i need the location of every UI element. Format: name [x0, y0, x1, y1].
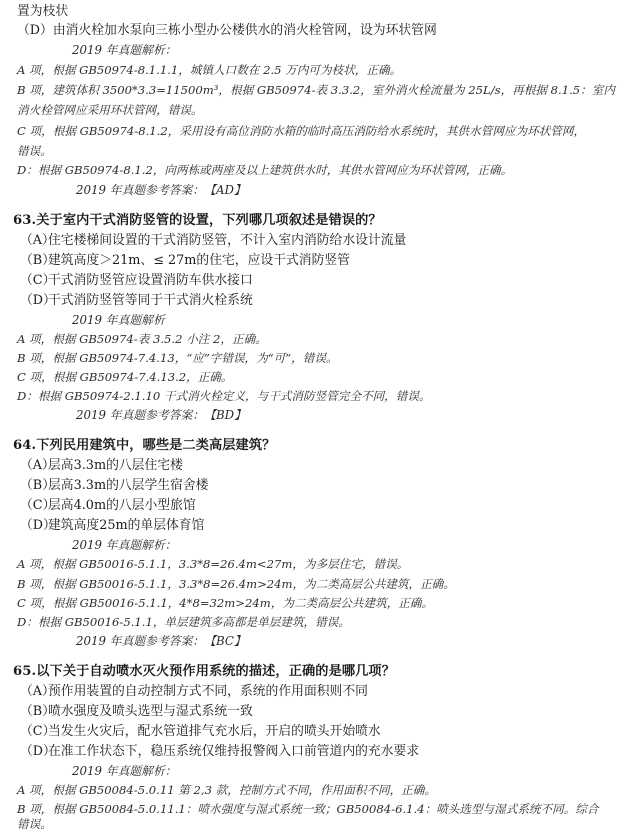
explanation-line: C 项，根据 GB50016-5.1.1，4*8=32m>24m，为二类高层公共建筑，正确。: [17, 596, 434, 610]
option-tag: （A）: [20, 233, 55, 248]
explanation-line: D：根据 GB50974-2.1.10 干式消火栓定义，与干式消防竖管完全不同，错误。: [17, 389, 431, 403]
option-d: [20, 742, 617, 762]
option-text: 层高3.3m的八层学生宿舍楼: [48, 478, 209, 493]
option-b: [20, 702, 617, 722]
option-text: 预作用装置的自动控制方式不同，系统的作用面积则不同: [48, 684, 368, 699]
analysis-header: 2019 年真题解析: [72, 313, 165, 327]
option-c: [20, 722, 617, 742]
explanation-line: A 项，根据 GB50016-5.1.1，3.3*8=26.4m<27m，为多层住宅，错误。: [17, 557, 409, 571]
question-title: 65.以下关于自动喷水灭火预作用系统的描述，正确的是哪几项？: [13, 664, 396, 679]
analysis-header: 2019 年真题解析：: [72, 43, 177, 57]
option-text: 建筑高度＞21m、≤ 27m的住宅，应设干式消防竖管: [48, 253, 350, 268]
answer-line: 2019 年真题参考答案：【BD】: [76, 408, 246, 422]
explanation-line: D：根据 GB50974-8.1.2，向两栋或两座及以上建筑供水时，其供水管网应为环状管网，正确。: [17, 163, 513, 177]
option-b: [20, 251, 617, 271]
option-text: 喷水强度及喷头选型与湿式系统一致: [48, 704, 253, 719]
question-title: 64.下列民用建筑中，哪些是二类高层建筑？: [13, 438, 276, 453]
explanation-line: A 项，根据 GB50084-5.0.11 第 2,3 款，控制方式不同，作用面积不同，正确。: [17, 783, 436, 797]
explanation-line: B 项，根据 GB50016-5.1.1，3.3*8=26.4m>24m，为二类高层公共建筑，正确。: [17, 577, 455, 591]
explanation-line: C 项，根据 GB50974-8.1.2，采用设有高位消防水箱的临时高压消防给水系统时，其供水管网应为环状管网，: [17, 124, 586, 138]
option-tag: （A）: [20, 684, 55, 699]
explanation-line: 消火栓管网应采用环状管网，错误。: [17, 103, 203, 117]
analysis-header: 2019 年真题解析：: [72, 538, 177, 552]
question-fragment: 置为枝状: [17, 4, 69, 19]
analysis-header: 2019 年真题解析：: [72, 764, 177, 778]
option-text: 当发生火灾后，配水管道排气充水后，开启的喷头开始喷水: [48, 724, 381, 739]
option-a: [20, 231, 617, 251]
option-text: 住宅楼梯间设置的干式消防竖管，不计入室内消防给水设计流量: [48, 233, 407, 248]
explanation-line: B 项，根据 GB50084-5.0.11.1：喷水强度与湿式系统一致；GB50084-6.1.4：喷头选型与湿式系统不同。综合: [17, 802, 599, 816]
explanation-line: C 项，根据 GB50974-7.4.13.2，正确。: [17, 370, 233, 384]
option-d: （D）由消火栓加水泵向三栋小型办公楼供水的消火栓管网，设为环状管网: [17, 23, 437, 38]
option-tag: （C）: [20, 724, 56, 739]
option-tag: （B）: [20, 253, 55, 268]
option-text: 在准工作状态下，稳压系统仅维持报警阀入口前管道内的充水要求: [48, 744, 420, 759]
option-c: [20, 496, 617, 516]
option-tag: （C）: [20, 273, 56, 288]
option-tag: （D）: [20, 744, 56, 759]
answer-line: 2019 年真题参考答案：【AD】: [76, 183, 246, 197]
option-c: [20, 271, 617, 291]
option-text: 干式消防竖管等同于干式消火栓系统: [48, 293, 253, 308]
option-a: [20, 456, 617, 476]
option-b: [20, 476, 617, 496]
option-tag: （D）: [20, 293, 56, 308]
answer-line: 2019 年真题参考答案：【BC】: [76, 634, 246, 648]
explanation-line: A 项，根据 GB50974-8.1.1.1，城镇人口数在 2.5 万内可为枝状，正确。: [17, 63, 402, 77]
explanation-line: 错误。: [17, 817, 52, 831]
explanation-line: A 项，根据 GB50974-表 3.5.2 小注 2，正确。: [17, 332, 267, 346]
question-title: 63.关于室内干式消防竖管的设置，下列哪几项叙述是错误的？: [13, 213, 382, 228]
option-text: 建筑高度25m的单层体育馆: [48, 518, 205, 533]
option-tag: （C）: [20, 498, 56, 513]
option-tag: （A）: [20, 458, 55, 473]
option-tag: （B）: [20, 478, 55, 493]
option-text: 层高3.3m的八层住宅楼: [48, 458, 183, 473]
explanation-line: D：根据 GB50016-5.1.1，单层建筑多高都是单层建筑，错误。: [17, 615, 350, 629]
explanation-line: B 项，根据 GB50974-7.4.13，“应”字错误，为“可”，错误。: [17, 351, 338, 365]
option-text: 干式消防竖管应设置消防车供水接口: [48, 273, 253, 288]
explanation-line: B 项，建筑体积 3500*3.3=11500m³，根据 GB50974-表 3.3.2，室外消火栓流量为 25L/s，再根据 8.1.5：室内: [17, 83, 615, 97]
option-d: [20, 291, 617, 311]
explanation-line: 错误。: [17, 144, 52, 158]
option-d: [20, 516, 617, 536]
option-tag: （B）: [20, 704, 55, 719]
option-a: [20, 682, 617, 702]
option-tag: （D）: [20, 518, 56, 533]
option-text: 层高4.0m的八层小型旅馆: [48, 498, 196, 513]
